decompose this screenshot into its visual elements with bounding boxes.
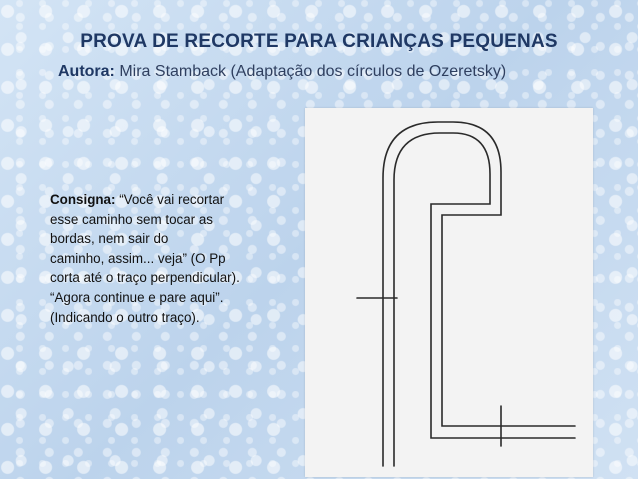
instruction-line-7: (Indicando o outro traço). bbox=[50, 309, 200, 325]
instruction-line-1: “Você vai recortar bbox=[115, 192, 225, 207]
instruction-line-2: esse caminho sem tocar as bbox=[50, 211, 213, 227]
instruction-line-5: corta até o traço perpendicular). bbox=[50, 270, 240, 286]
instruction-line-4: caminho, assim... veja” (O Pp bbox=[50, 250, 226, 266]
instruction-line-3: bordas, nem sair do bbox=[50, 231, 169, 247]
author-text: Mira Stamback (Adaptação dos círculos de Ozeretsky) bbox=[114, 63, 507, 80]
instruction-label: Consigna: bbox=[50, 192, 116, 207]
author-line bbox=[58, 63, 506, 81]
path-lines bbox=[357, 122, 575, 466]
author-label: Autora: bbox=[58, 63, 115, 80]
cutting-path-figure bbox=[305, 108, 593, 477]
slide-title: PROVA DE RECORTE PARA CRIANÇAS PEQUENAS bbox=[80, 31, 558, 52]
cutting-path-drawing bbox=[305, 108, 593, 477]
instruction-text bbox=[50, 190, 300, 327]
inner-path-line bbox=[394, 133, 575, 466]
instruction-line-6: “Agora continue e pare aqui”. bbox=[50, 289, 224, 305]
outer-path-line bbox=[383, 122, 575, 466]
